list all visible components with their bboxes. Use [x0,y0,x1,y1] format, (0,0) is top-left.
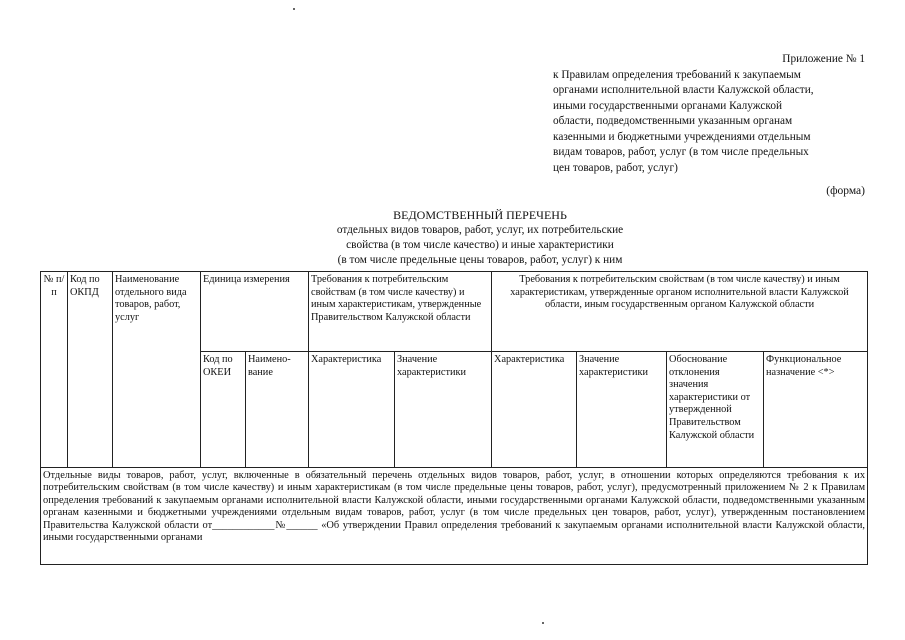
document-title [240,208,720,268]
appendix-line: органами исполнительной власти Калужской области, [553,84,814,96]
table-note-row [41,468,868,565]
subheader-characteristic: Характеристика [492,352,577,468]
subheader-characteristic-value: Значение характеристики [395,352,492,468]
requirements-table [40,271,868,565]
title-main: ВЕДОМСТВЕННЫЙ ПЕРЕЧЕНЬ [393,208,567,222]
appendix-line: иными государственными органами Калужской [553,99,783,112]
title-line: (в том числе предельные цены товаров, работ, услуг) к ним [337,254,623,266]
appendix-header: Приложение № 1 [782,53,865,65]
header-unit: Единица измерения [201,272,309,352]
appendix-line: видам товаров, работ, услуг (в том числе предельных [553,146,809,158]
subheader-characteristic-value: Значение характеристики [577,352,667,468]
appendix-line: области, подведомственными указанным органам [553,115,793,127]
header-requirements-government: Требования к потребительским свойствам (в том числе качеству) и иным характеристикам, утвержденные Правительством Калужской области [309,272,492,352]
scan-speck [542,622,544,624]
appendix-line: цен товаров, работ, услуг) [553,161,678,174]
subheader-functional-purpose: Функциональное назначение <*> [764,352,868,468]
title-line: отдельных видов товаров, работ, услуг, их потребительские [336,224,624,236]
header-item-name: Наименование отдельного вида товаров, работ, услуг [113,272,201,468]
subheader-okei: Код по ОКЕИ [201,352,246,468]
subheader-characteristic: Характеристика [309,352,395,468]
title-line: свойства (в том числе качество) и иные характеристики [346,239,614,251]
appendix-line: казенными и бюджетными учреждениями отдельным [553,130,811,143]
header-num: № п/п [41,272,68,468]
header-requirements-agency: Требования к потребительским свойствам (в том числе качеству) и иным характеристикам, утвержденные органом исполнительной власти Калужской области, иным государственным органом Калужской области [492,272,868,352]
table-header-row [41,272,868,352]
header-okpd: Код по ОКПД [68,272,113,468]
scan-speck [293,8,295,10]
table-note: Отдельные виды товаров, работ, услуг, включенные в обязательный перечень отдельных видов товаров, работ, услуг, в отношении которых определяются требования к их потребительским свойствам (в том числе качеству) и иным характеристикам (в том числе предельные цены товаров, работ, услуг), предусмотренный приложением № 2 к Правилам определения требований к закупаемым органами исполнительной власти Калужской области, иными государственными органами Калужской области, подведомственными указанным органам казенными и бюджетными учреждениями отдельным видам товаров, работ, услуг (в том числе предельных цен товаров, работ, услуг), утвержденным постановлением Правительства Калужской области от____________№______ «Об утверждении Правил определения требований к закупаемым органами исполнительной власти Калужской области, иными государственными органами [41,468,868,565]
appendix-reference [553,52,865,176]
subheader-unit-name: Наимено-вание [246,352,309,468]
form-label: (форма) [826,185,865,197]
appendix-line: к Правилам определения требований к закупаемым [553,68,801,81]
subheader-deviation-justification: Обоснование отклонения значения характеристики от утвержденной Правительством Калужской области [667,352,764,468]
